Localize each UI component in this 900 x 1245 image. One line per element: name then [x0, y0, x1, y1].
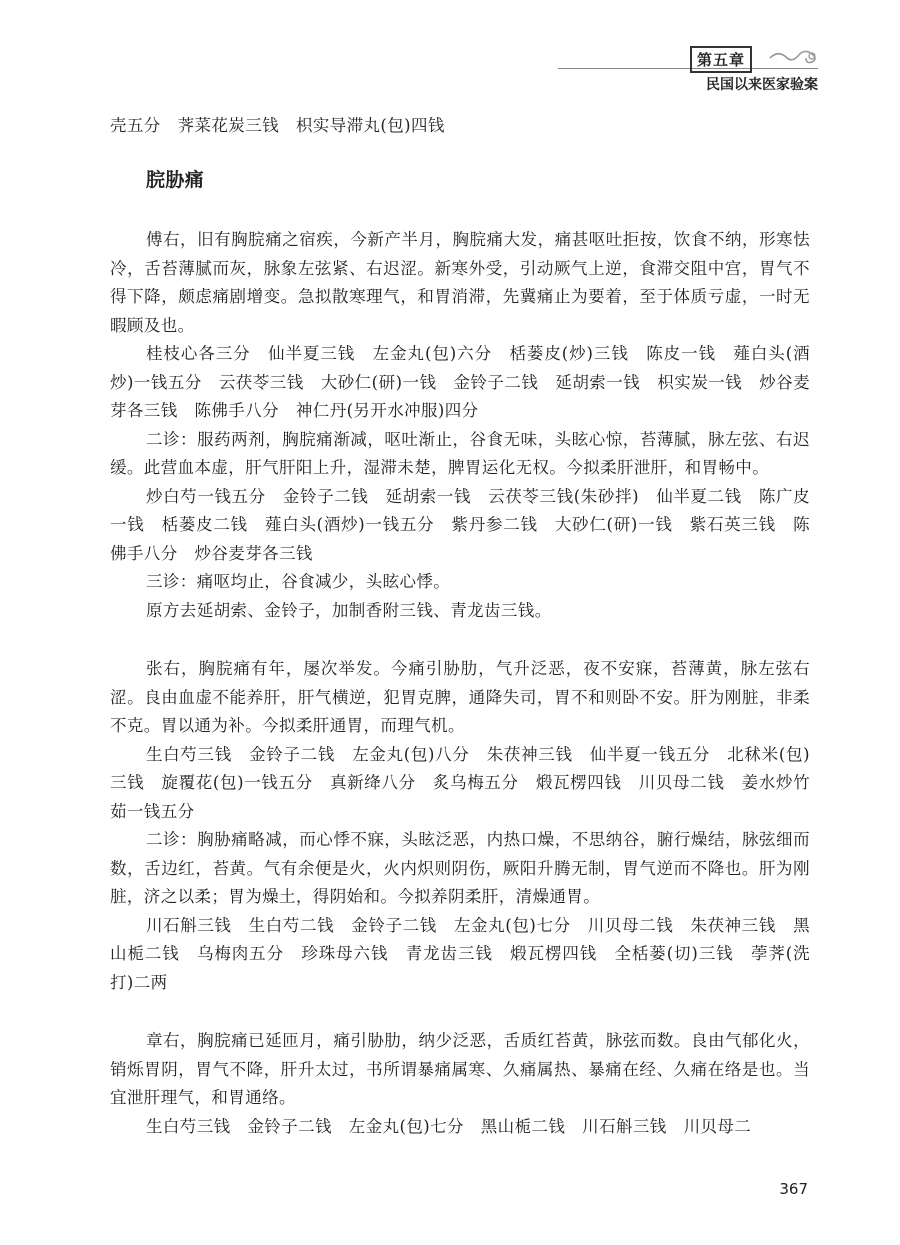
section-title: 脘胁痛	[146, 168, 205, 191]
case-paragraph: 二诊：胸胁痛略减，而心悸不寐，头眩泛恶，内热口燥，不思纳谷，腑行燥结，脉弦细而数，舌边红，苔黄。气有余便是火，火内炽则阴伤，厥阳升腾无制，胃气逆而不降也。肝为刚脏，济之以柔；胃为燥土，得阴始和。今拟养阴柔肝，清燥通胃。	[110, 830, 810, 906]
case-paragraph: 三诊：痛呕均止，谷食减少，头眩心悸。	[146, 572, 451, 591]
case-paragraph: 原方去延胡索、金铃子，加制香附三钱、青龙齿三钱。	[146, 600, 552, 620]
page-number: 367	[779, 1180, 808, 1198]
case-zhang	[110, 655, 810, 997]
prescription: 炒白芍一钱五分 金铃子二钱 延胡索一钱 云茯苓三钱(朱砂拌) 仙半夏二钱 陈广皮一钱 栝蒌皮二钱 薤白头(酒炒)一钱五分 紫丹参二钱 大砂仁(研)一钱 紫石英三钱 陈佛手八分 炒谷麦芽各三钱	[110, 486, 810, 563]
prescription: 生白芍三钱 金铃子二钱 左金丸(包)七分 黑山栀二钱 川石斛三钱 川贝母二	[146, 1116, 752, 1136]
case-separator	[110, 997, 810, 1027]
continued-prescription: 壳五分 荠菜花炭三钱 枳实导滞丸(包)四钱	[110, 116, 445, 135]
prescription: 桂枝心各三分 仙半夏三钱 左金丸(包)六分 栝蒌皮(炒)三钱 陈皮一钱 薤白头(酒炒)一钱五分 云茯苓三钱 大砂仁(研)一钱 金铃子二钱 延胡索一钱 枳实炭一钱 炒谷麦芽各三钱 陈佛手八分 神仁丹(另开水冲服)四分	[110, 344, 810, 420]
case-zhang-2	[110, 1027, 810, 1141]
cloud-ornament-icon	[768, 44, 820, 70]
case-separator	[110, 625, 810, 655]
case-paragraph: 二诊：服药两剂，胸脘痛渐减，呕吐渐止，谷食无味，头眩心惊，苔薄腻，脉左弦、右迟缓。此营血本虚，肝气肝阳上升，湿滞未楚，脾胃运化无权。今拟柔肝泄肝，和胃畅中。	[110, 429, 810, 477]
section-header: 民国以来医家验案	[706, 77, 818, 93]
case-fu	[110, 226, 810, 625]
page-body	[110, 112, 810, 1141]
chapter-label: 第五章	[690, 46, 752, 73]
case-paragraph: 张右，胸脘痛有年，屡次举发。今痛引胁肋，气升泛恶，夜不安寐，苔薄黄，脉左弦右涩。良由血虚不能养肝，肝气横逆，犯胃克脾，通降失司，胃不和则卧不安。肝为刚脏，非柔不克。胃以通为补。今拟柔肝通胃，而理气机。	[110, 659, 810, 735]
prescription: 川石斛三钱 生白芍二钱 金铃子二钱 左金丸(包)七分 川贝母二钱 朱茯神三钱 黑山栀二钱 乌梅肉五分 珍珠母六钱 青龙齿三钱 煅瓦楞四钱 全栝蒌(切)三钱 荸荠(洗打)二两	[110, 915, 810, 992]
prescription: 生白芍三钱 金铃子二钱 左金丸(包)八分 朱茯神三钱 仙半夏一钱五分 北秫米(包)三钱 旋覆花(包)一钱五分 真新绛八分 炙乌梅五分 煅瓦楞四钱 川贝母二钱 姜水炒竹茹一钱五分	[110, 744, 810, 821]
case-paragraph: 章右，胸脘痛已延匝月，痛引胁肋，纳少泛恶，舌质红苔黄，脉弦而数。良由气郁化火，销烁胃阴，胃气不降，肝升太过，书所谓暴痛属寒、久痛属热、暴痛在经、久痛在络是也。当宜泄肝理气，和胃通络。	[110, 1031, 810, 1107]
case-paragraph: 傅右，旧有胸脘痛之宿疾，今新产半月，胸脘痛大发，痛甚呕吐拒按，饮食不纳，形寒怯冷，舌苔薄腻而灰，脉象左弦紧、右迟涩。新寒外受，引动厥气上逆，食滞交阻中宫，胃气不得下降，颇虑痛剧增变。急拟散寒理气，和胃消滞，先冀痛止为要着，至于体质亏虚，一时无暇顾及也。	[110, 230, 810, 335]
running-header	[558, 44, 818, 94]
